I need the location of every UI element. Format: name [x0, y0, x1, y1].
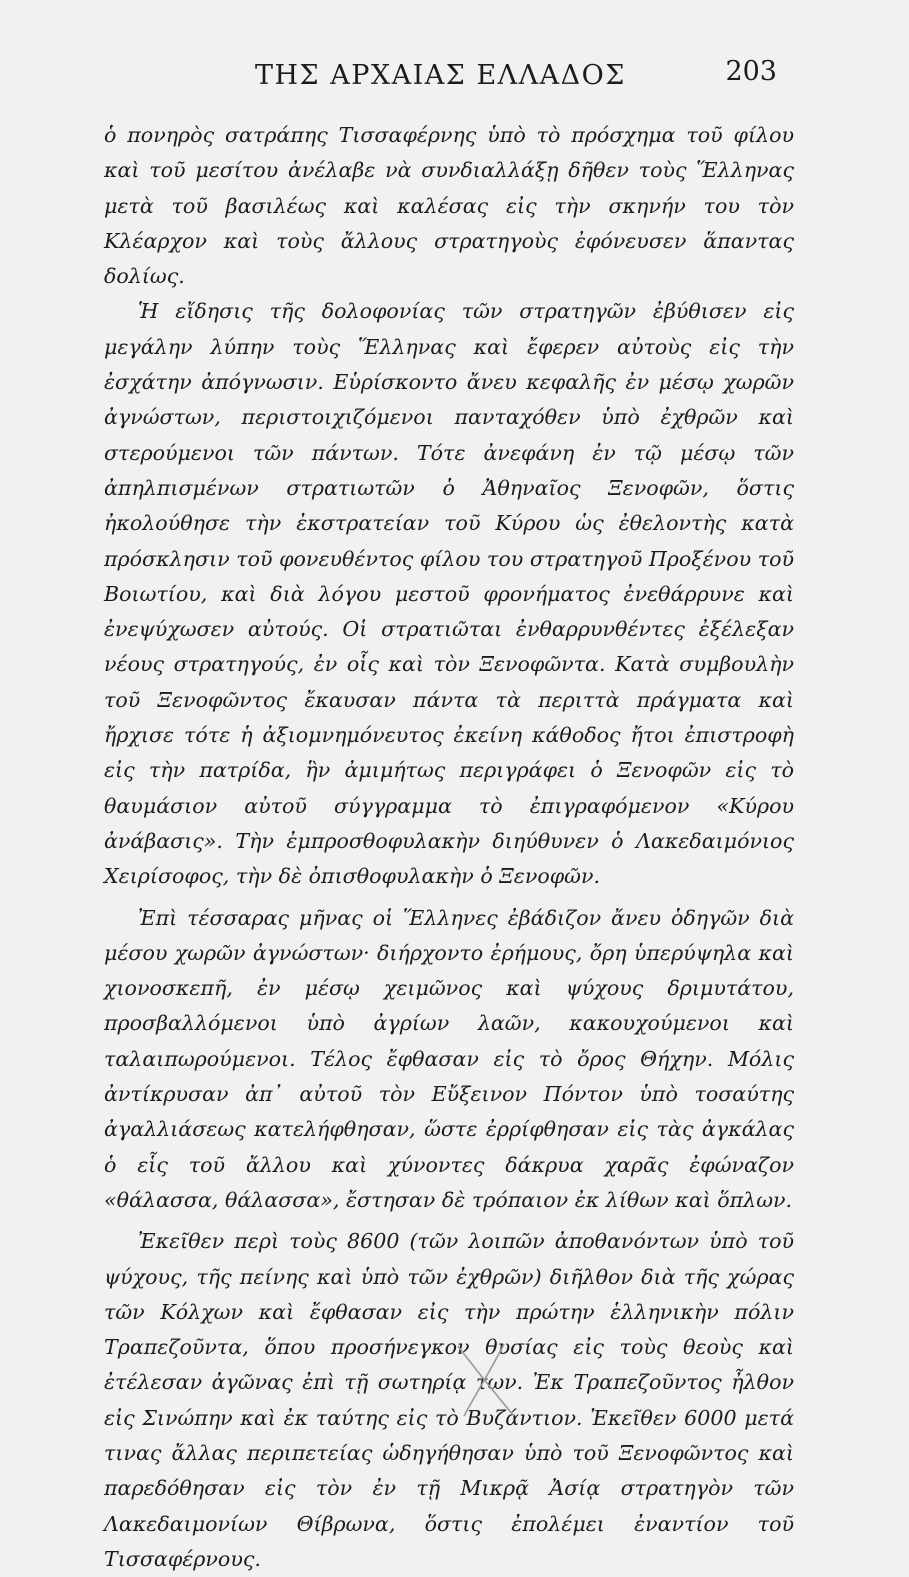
running-title: ΤΗΣ ΑΡΧΑΙΑΣ ΕΛΛΑΔΟΣ: [255, 60, 626, 91]
paragraph-return: Ἐκεῖθεν περὶ τοὺς 8600 (τῶν λοιπῶν ἀποθανόντων ὑπὸ τοῦ ψύχους, τῆς πείνης καὶ ὑπὸ τῶν ἐχθρῶν) διῆλθον διὰ τῆς χώρας τῶν Κόλχων καὶ ἔφθασαν εἰς τὴν πρώτην ἑλληνικὴν πόλιν Τραπεζοῦντα, ὅπου προσήνεγκον θυσίας εἰς τοὺς θεοὺς καὶ ἐτέλεσαν ἀγῶνας ἐπὶ τῇ σωτηρίᾳ των. Ἐκ Τραπεζοῦντος ἦλθον εἰς Σινώπην καὶ ἐκ ταύτης εἰς τὸ Βυζάντιον. Ἐκεῖθεν 6000 μετά τινας ἄλλας περιπετείας ὡδηγήθησαν ὑπὸ τοῦ Ξενοφῶντος καὶ παρεδόθησαν εἰς τὸν ἐν τῇ Μικρᾷ Ἀσίᾳ στρατηγὸν τῶν Λακεδαιμονίων Θίβρωνα, ὅστις ἐπολέμει ἐναντίον τοῦ Τισσαφέρνους.: [104, 1229, 794, 1571]
running-head: [105, 52, 795, 92]
paragraph-continuation: ὁ πονηρὸς σατράπης Τισσαφέρνης ὑπὸ τὸ πρόσχημα τοῦ φίλου καὶ τοῦ μεσίτου ἀνέλαβε νὰ συνδιαλλάξῃ δῆθεν τοὺς Ἕλληνας μετὰ τοῦ βασιλέως καὶ καλέσας εἰς τὴν σκηνήν του τὸν Κλέαρχον καὶ τοὺς ἄλλους στρατηγοὺς ἐφόνευσεν ἅπαντας δολίως.: [104, 123, 794, 289]
pencil-stroke-2: [464, 1344, 504, 1416]
paragraph-death-of-generals: Ἡ εἴδησις τῆς δολοφονίας τῶν στρατηγῶν ἐβύθισεν εἰς μεγάλην λύπην τοὺς Ἕλληνας καὶ ἔφερεν αὐτοὺς εἰς τὴν ἐσχάτην ἀπόγνωσιν. Εὑρίσκοντο ἄνευ κεφαλῆς ἐν μέσῳ χωρῶν ἀγνώστων, περιστοιχιζόμενοι πανταχόθεν ὑπὸ ἐχθρῶν καὶ στερούμενοι τῶν πάντων. Τότε ἀνεφάνη ἐν τῷ μέσῳ τῶν ἀπηλπισμένων στρατιωτῶν ὁ Ἀθηναῖος Ξενοφῶν, ὅστις ἠκολούθησε τὴν ἐκστρατείαν τοῦ Κύρου ὡς ἐθελοντὴς κατὰ πρόσκλησιν τοῦ φονευθέντος φίλου του στρατηγοῦ Προξένου τοῦ Βοιωτίου, καὶ διὰ λόγου μεστοῦ φρονήματος ἐνεθάρρυνε καὶ ἐνεψύχωσεν αὐτούς. Οἱ στρατιῶται ἐνθαρρυνθέντες ἐξέλεξαν νέους στρατηγούς, ἐν οἷς καὶ τὸν Ξενοφῶντα. Κατὰ συμβουλὴν τοῦ Ξενοφῶντος ἔκαυσαν πάντα τὰ περιττὰ πράγματα καὶ ἤρχισε τότε ἡ ἀξιομνημόνευτος ἐκείνη κάθοδος ἤτοι ἐπιστροφὴ εἰς τὴν πατρίδα, ἣν ἀμιμήτως περιγράφει ὁ Ξενοφῶν εἰς τὸ θαυμάσιον αὐτοῦ σύγγραμμα τὸ ἐπιγραφόμενον «Κύρου ἀνάβασις». Τὴν ἐμπροσθοφυλακὴν διηύθυνεν ὁ Λακεδαιμόνιος Χειρίσοφος, τὴν δὲ ὀπισθοφυλακὴν ὁ Ξενοφῶν.: [104, 299, 794, 889]
page-number: 203: [725, 56, 777, 87]
pencil-stroke-1: [458, 1346, 514, 1416]
pencil-cross-mark: [448, 1340, 522, 1420]
paragraph-march: Ἐπὶ τέσσαρας μῆνας οἱ Ἕλληνες ἐβάδιζον ἄνευ ὁδηγῶν διὰ μέσου χωρῶν ἀγνώστων· διήρχοντο ἐρήμους, ὄρη ὑπερύψηλα καὶ χιονοσκεπῆ, ἐν μέσῳ χειμῶνος καὶ ψύχους δριμυτάτου, προσβαλλόμενοι ὑπὸ ἀγρίων λαῶν, κακουχούμενοι καὶ ταλαιπωρούμενοι. Τέλος ἔφθασαν εἰς τὸ ὄρος Θήχην. Μόλις ἀντίκρυσαν ἀπ᾿ αὐτοῦ τὸν Εὔξεινον Πόντον ὑπὸ τοσαύτης ἀγαλλιάσεως κατελήφθησαν, ὥστε ἐρρίφθησαν εἰς τὰς ἀγκάλας ὁ εἷς τοῦ ἄλλου καὶ χύνοντες δάκρυα χαρᾶς ἐφώναζον «θάλασσα, θάλασσα», ἔστησαν δὲ τρόπαιον ἐκ λίθων καὶ ὅπλων.: [104, 905, 794, 1212]
